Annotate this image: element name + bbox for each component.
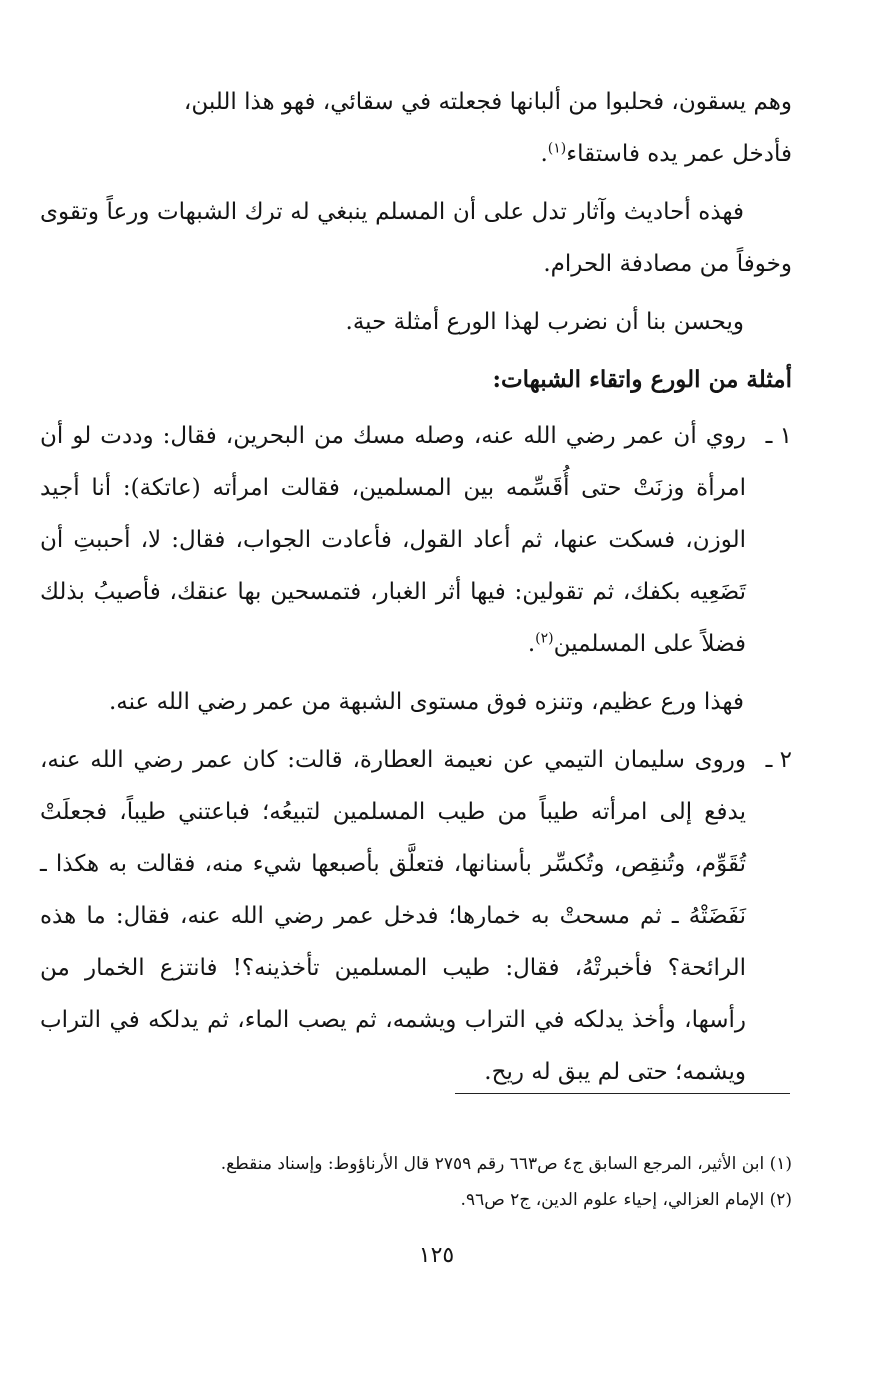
page-number: ١٢٥ <box>418 1243 455 1268</box>
example-item-1 <box>40 410 792 670</box>
footnote-1: (١) ابن الأثير، المرجع السابق ج٤ ص٦٦٣ رقم ٢٧٥٩ قال الأرناؤوط: وإسناد منقطع. <box>220 1154 792 1174</box>
main-text <box>40 76 792 1104</box>
item-2-number: ٢ ـ <box>765 747 792 773</box>
paragraph-1-end: . <box>540 141 548 167</box>
paragraph-1-line-1: وهم يسقون، فحلبوا من ألبانها فجعلته في سقائي، فهو هذا اللبن، <box>183 89 792 115</box>
example-item-2 <box>40 734 792 1098</box>
item-1-text: روي أن عمر رضي الله عنه، وصله مسك من البحرين، فقال: وددت لو أن امرأة وزنَتْ حتى أُقَسِّمه بين المسلمين، فقالت امرأته (عاتكة): أنا أجيد الوزن، فسكت عنها، ثم أعاد القول، فأعادت الجواب، فقال: لا، أحببتِ أن تَضَعِيه بكفك، ثم تقولين: فيها أثر الغبار، فتمسحين بها عنقك، فأصيبُ بذلك فضلاً على المسلمين <box>40 423 746 657</box>
section-heading: أمثلة من الورع واتقاء الشبهات: <box>492 366 792 393</box>
paragraph-2: فهذه أحاديث وآثار تدل على أن المسلم ينبغي له ترك الشبهات ورعاً وتقوى وخوفاً من مصادفة الحرام. <box>40 199 792 277</box>
item-2-text: وروى سليمان التيمي عن نعيمة العطارة، قالت: كان عمر رضي الله عنه، يدفع إلى امرأته طيباً من طيب المسلمين لتبيعُه؛ فباعتني طيباً، فجعلَتْ تُقَوِّم، وتُنقِص، وتُكسِّر بأسنانها، فتعلَّق بأصبعها شيء منه، فقالت به هكذا ـ نَفَضَتْهُ ـ ثم مسحتْ به خمارها؛ فدخل عمر رضي الله عنه، فقال: ما هذه الرائحة؟ فأخبرتْهُ، فقال: طيب المسلمين تأخذينه؟! فانتزع الخمار من رأسها، وأخذ يدلكه في التراب ويشمه، ثم يصب الماء، ثم يدلكه في التراب ويشمه؛ حتى لم يبق له ريح. <box>40 747 746 1085</box>
footnote-ref-2[interactable]: (٢) <box>535 630 554 647</box>
paragraph-1-line-2: فأدخل عمر يده فاستقاء <box>566 141 792 167</box>
footnote-divider <box>455 1093 790 1094</box>
paragraph-3: ويحسن بنا أن نضرب لهذا الورع أمثلة حية. <box>345 309 744 335</box>
item-1-number: ١ ـ <box>765 423 792 449</box>
footnote-ref-1[interactable]: (١) <box>547 140 567 157</box>
paragraph-1 <box>40 76 792 180</box>
paragraph-4: فهذا ورع عظيم، وتنزه فوق مستوى الشبهة من عمر رضي الله عنه. <box>108 689 744 715</box>
footnote-2: (٢) الإمام العزالي، إحياء علوم الدين، ج٢ ص٩٦. <box>460 1190 792 1210</box>
footnotes <box>40 1146 792 1218</box>
item-1-end: . <box>527 631 536 657</box>
